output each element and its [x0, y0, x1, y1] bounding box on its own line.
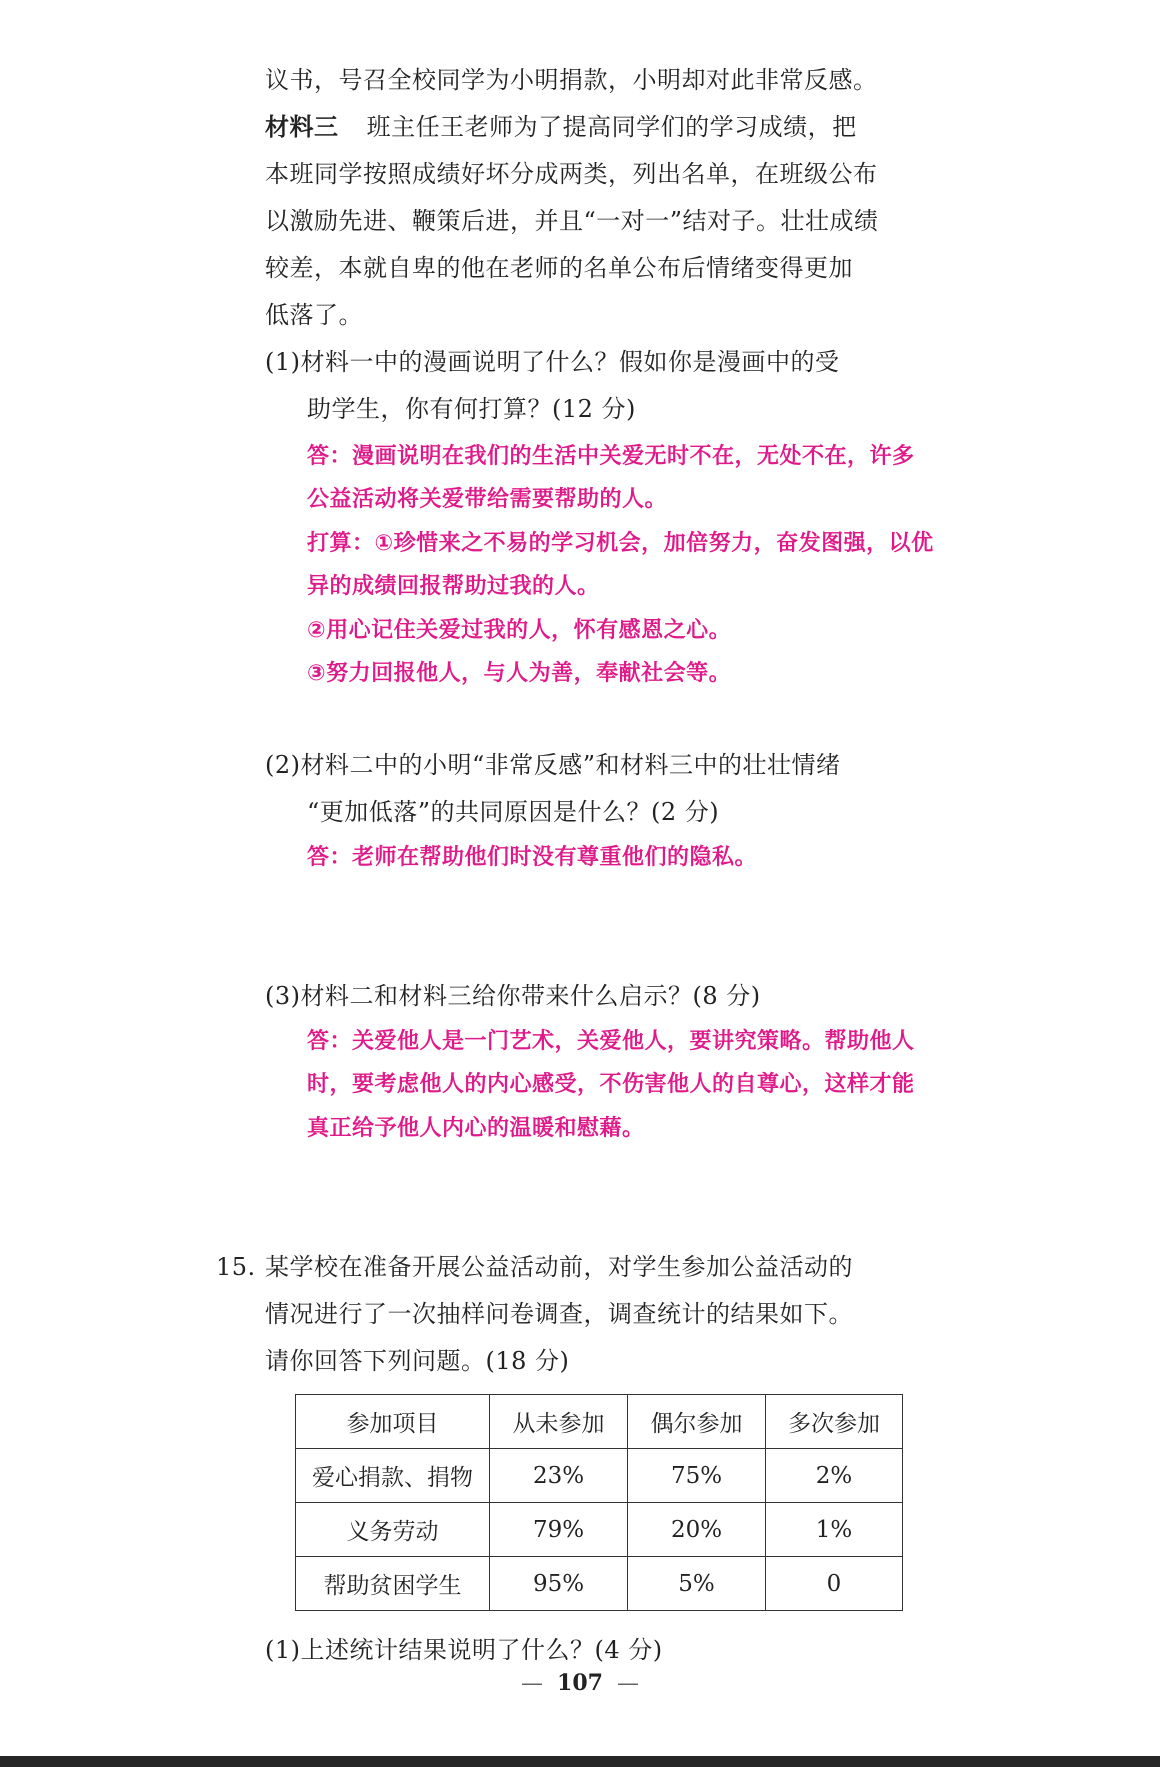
answer-1-line: 打算：①珍惜来之不易的学习机会，加倍努力，奋发图强，以优 — [307, 531, 934, 556]
material3-first-line — [265, 111, 857, 143]
answer-1-line: ②用心记住关爱过我的人，怀有感恩之心。 — [307, 618, 732, 643]
material3-text: 班主任王老师为了提高同学们的学习成绩，把 — [366, 113, 857, 141]
answer-1-line: 公益活动将关爱带给需要帮助的人。 — [307, 487, 668, 512]
table-header-cell: 从未参加 — [490, 1395, 628, 1449]
survey-table — [295, 1394, 903, 1611]
answer-2-line: 答：老师在帮助他们时没有尊重他们的隐私。 — [307, 845, 758, 870]
footer-dash-left: — — [521, 1671, 544, 1696]
table-header-cell: 参加项目 — [296, 1395, 490, 1449]
question-15-sub-1: (1)上述统计结果说明了什么？(4 分) — [265, 1636, 663, 1664]
page-number: 107 — [557, 1670, 603, 1696]
answer-3-line: 答：关爱他人是一门艺术，关爱他人，要讲究策略。帮助他人 — [307, 1029, 915, 1054]
question-2-line: “更加低落”的共同原因是什么？(2 分) — [307, 798, 720, 826]
footer-dash-right: — — [616, 1671, 639, 1696]
page-footer — [0, 1670, 1160, 1696]
table-header-cell: 偶尔参加 — [628, 1395, 766, 1449]
material3-line: 以激励先进、鞭策后进，并且“一对一”结对子。壮壮成绩 — [265, 207, 879, 235]
question-15-line: 某学校在准备开展公益活动前，对学生参加公益活动的 — [265, 1253, 853, 1281]
material3-line: 较差，本就自卑的他在老师的名单公布后情绪变得更加 — [265, 254, 853, 282]
table-cell: 75% — [628, 1449, 766, 1503]
question-1-line: (1)材料一中的漫画说明了什么？假如你是漫画中的受 — [265, 348, 840, 376]
answer-3-line: 真正给予他人内心的温暖和慰藉。 — [307, 1116, 645, 1141]
answer-3-line: 时，要考虑他人的内心感受，不伤害他人的自尊心，这样才能 — [307, 1072, 915, 1097]
table-row — [296, 1449, 903, 1503]
intro-line: 议书，号召全校同学为小明捐款，小明却对此非常反感。 — [265, 66, 878, 94]
material3-label: 材料三 — [265, 113, 339, 141]
answer-1-line: ③努力回报他人，与人为善，奉献社会等。 — [307, 661, 732, 686]
table-cell: 79% — [490, 1503, 628, 1557]
table-cell: 1% — [766, 1503, 903, 1557]
question-2-line: (2)材料二中的小明“非常反感”和材料三中的壮壮情绪 — [265, 751, 841, 779]
table-cell: 爱心捐款、捐物 — [296, 1449, 490, 1503]
table-cell: 5% — [628, 1557, 766, 1611]
table-cell: 帮助贫困学生 — [296, 1557, 490, 1611]
question-15-line: 请你回答下列问题。(18 分) — [265, 1347, 570, 1375]
table-cell: 0 — [766, 1557, 903, 1611]
question-15-line: 情况进行了一次抽样问卷调查，调查统计的结果如下。 — [265, 1300, 853, 1328]
table-cell: 95% — [490, 1557, 628, 1611]
material3-line: 本班同学按照成绩好坏分成两类，列出名单，在班级公布 — [265, 160, 878, 188]
table-cell: 义务劳动 — [296, 1503, 490, 1557]
answer-1-line: 异的成绩回报帮助过我的人。 — [307, 574, 600, 599]
table-cell: 2% — [766, 1449, 903, 1503]
material3-line: 低落了。 — [265, 301, 363, 329]
question-3-line: (3)材料二和材料三给你带来什么启示？(8 分) — [265, 982, 761, 1010]
table-header-row — [296, 1395, 903, 1449]
question-15-number: 15. — [216, 1253, 256, 1281]
question-1-line: 助学生，你有何打算？(12 分) — [307, 395, 636, 423]
table-cell: 20% — [628, 1503, 766, 1557]
bottom-edge-bar — [0, 1756, 1160, 1767]
table-header-cell: 多次参加 — [766, 1395, 903, 1449]
table-row — [296, 1557, 903, 1611]
table-row — [296, 1503, 903, 1557]
table-cell: 23% — [490, 1449, 628, 1503]
answer-1-line: 答：漫画说明在我们的生活中关爱无时不在，无处不在，许多 — [307, 444, 915, 469]
